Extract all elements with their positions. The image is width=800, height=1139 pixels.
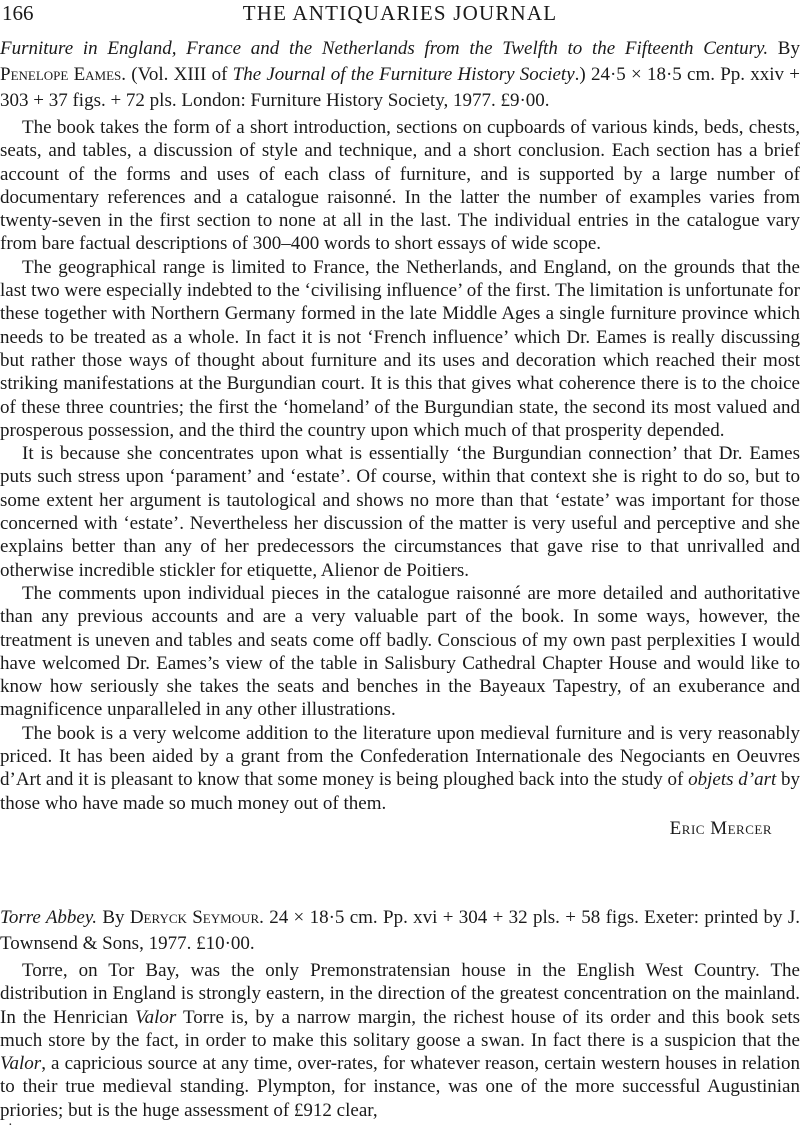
italic-phrase: objets d’art [688,769,777,791]
italic-phrase: Valor [0,1053,42,1075]
book-title: Furniture in England, France and the Netherlands from the Twelfth to the Fifteenth Century. [0,38,769,59]
book-author: Deryck Seymour [129,907,260,928]
paragraph-text: by those who have made so much money out of them. [0,769,800,814]
review-furniture-in-england [0,36,800,841]
review-paragraph: The geographical range is limited to France, the Netherlands, and England, on the grounds that the last two were especially indebted to the ‘civilising influence’ of the first. The limitation is unfortunate for these together with Northern Germany formed in the late Middle Ages a single furniture province which needs to be treated as a whole. In fact it is not ‘French influence’ which Dr. Eames is really discussing but rather those ways of thought about furniture and its uses and decoration which reached their most striking manifestations at the Burgundian court. It is this that gives what coherence there is to the choice of these three countries; the first the ‘homeland’ of the Burgundian state, the second its most valued and prosperous possession, and the third the country upon which much of that prosperity depended. [0,256,800,441]
review-paragraph: It is because she concentrates upon what is essentially ‘the Burgundian connection’ that Dr. Eames puts such stress upon ‘parament’ and ‘estate’. Of course, within that context she is right to do so, but to some extent her argument is tautological and shows no more than that ‘estate’ was important for those concerned with ‘estate’. Nevertheless her discussion of the matter is very useful and perceptive and she explains better than any of her predecessors the circumstances that gave rise to that unrivalled and otherwise incredible stickler for etiquette, Alienor de Poitiers. [0,443,800,581]
paragraph-text: Torre is, by a narrow margin, the richest house of its order and this book sets much store by the fact, in order to make this solitary goose a swan. In fact there is a suspicion that the [0,1006,800,1051]
reviewer-signature: Eric Mercer [669,817,772,839]
review-paragraph [0,959,800,1122]
paragraph-text: Torre, on Tor Bay, was the only Premonstratensian house in the English West Country. The distribution in England is strongly eastern, in the direction of the greatest concentration on the mainland. In the Henrician [0,960,800,1028]
series-title: The Journal of the Furniture History Society [232,64,575,85]
page-number: 166 [2,1,34,25]
publication-details: .) 24·5 × 18·5 cm. Pp. xxiv + 303 + 37 figs. + 72 pls. London: Furniture History Society, 1977. £9·00. [0,64,800,111]
book-citation [0,905,800,957]
journal-title: THE ANTIQUARIES JOURNAL [242,1,558,25]
publication-details: . 24 × 18·5 cm. Pp. xvi + 304 + 32 pls. + 58 figs. Exeter: printed by J. Townsend & Sons, 1977. £10·00. [0,907,800,954]
by-word: By [768,38,800,59]
series-prefix: . (Vol. XIII of [121,64,233,85]
review-paragraph: The book takes the form of a short introduction, sections on cupboards of various kinds, beds, chests, seats, and tables, a discussion of style and technique, and a short conclusion. Each section has a brief account of the forms and uses of each class of furniture, and is supported by a large number of documentary references and a catalogue raisonné. In the latter the number of examples varies from twenty-seven in the first section to none at all in the last. The individual entries in the catalogue vary from bare factual descriptions of 300–400 words to short essays of wide scope. [0,117,800,255]
running-head [0,0,800,26]
paragraph-text: The book is a very welcome addition to the literature upon medieval furniture and is very reasonably priced. It has been aided by a grant from the Confederation Internationale des Negociants en Oeuvres d’Art and it is pleasant to know that some money is being ploughed back into the study of [0,722,800,791]
book-author: Penelope Eames [0,64,122,85]
review-paragraph [0,722,800,815]
review-torre-abbey [0,905,800,1122]
footer-mark: · [8,1118,13,1133]
paragraph-text: , a capricious source at any time, over-rates, for whatever reason, certain western houses in relation to their true medieval standing. Plympton, for instance, was one of the more successful Augustinian priories; but is the huge assessment of £912 clear, [0,1053,800,1121]
italic-phrase: Valor [135,1006,177,1028]
book-citation [0,36,800,114]
review-paragraph: The comments upon individual pieces in the catalogue raisonné are more detailed and authoritative than any previous accounts and are a very valuable part of the book. In some ways, however, the treatment is uneven and tables and seats come off badly. Conscious of my own past perplexities I would have welcomed Dr. Eames’s view of the table in Salisbury Cathedral Chapter House and would like to know how seriously she takes the seats and benches in the Bayeaux Tapestry, of an exuberance and magnificence unparalleled in any other illustrations. [0,582,800,721]
by-word: By [97,907,130,928]
book-title: Torre Abbey. [0,907,97,928]
